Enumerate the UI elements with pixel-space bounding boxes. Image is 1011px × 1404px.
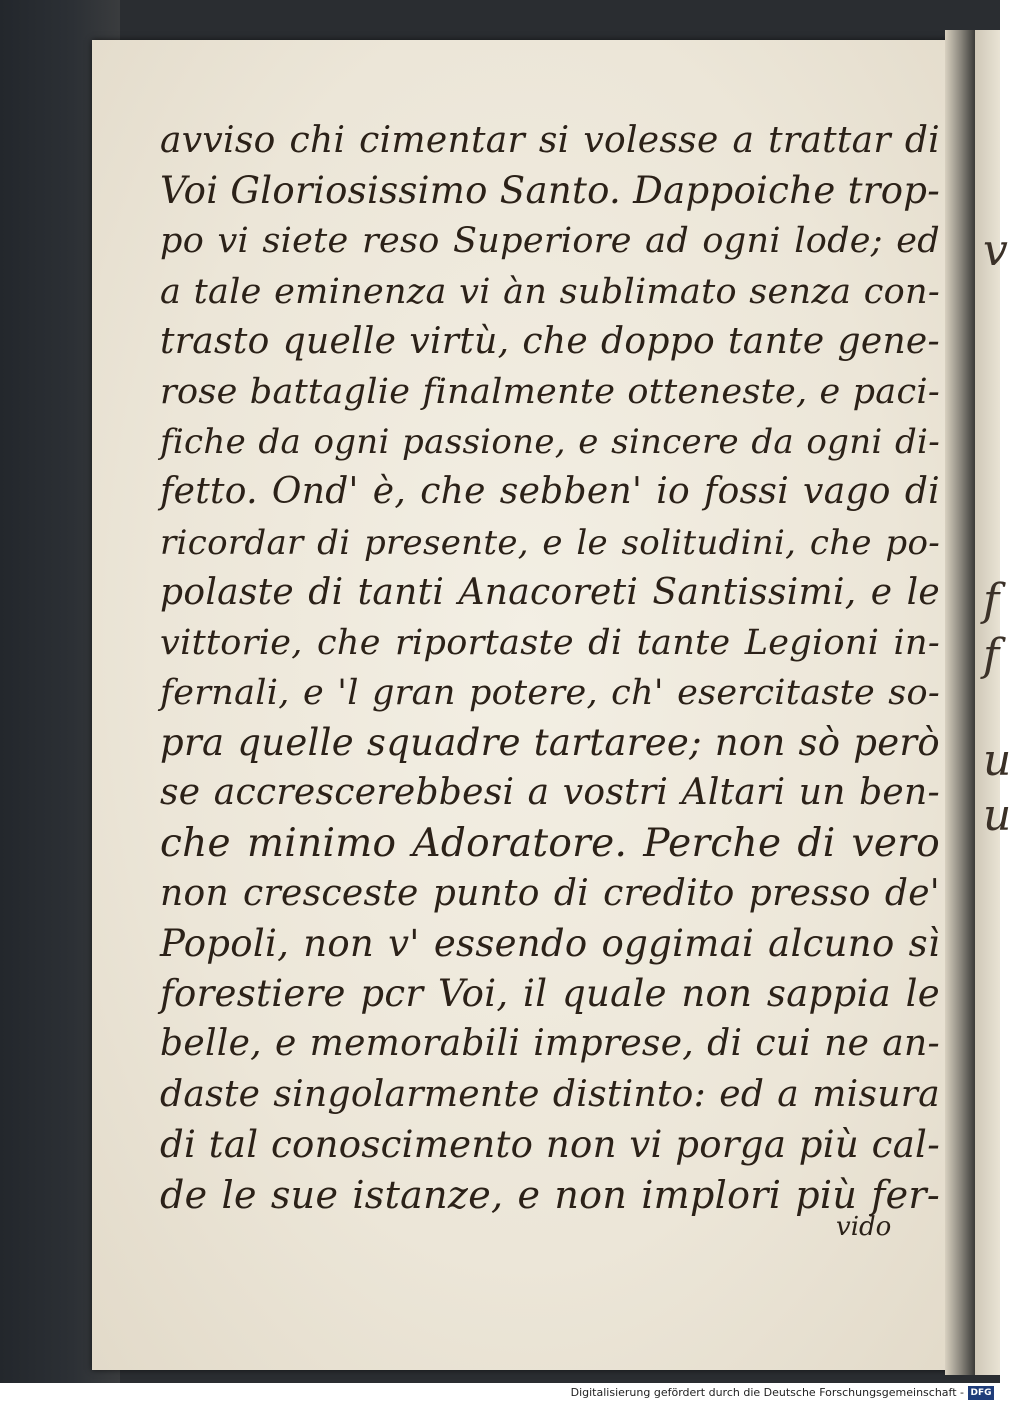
text-line: trasto quelle virtù, che doppo tante gene-: [160, 320, 940, 362]
text-line: polaste di tanti Anacoreti Santissimi, e le: [160, 571, 940, 613]
text-line: ricordar di presente, e le solitudini, che po-: [160, 522, 940, 563]
page-body-text: [160, 116, 940, 1220]
text-line: pra quelle squadre tartaree; non sò però: [160, 721, 940, 765]
adjacent-page-glyph: v: [983, 225, 1008, 276]
text-line: belle, e memorabili imprese, di cui ne an-: [160, 1023, 940, 1065]
text-line: de le sue istanze, e non implori più fer-: [160, 1172, 940, 1217]
adjacent-page-glyph: u: [983, 735, 1011, 786]
text-line: fiche da ogni passione, e sincere da ogni di-: [160, 422, 940, 463]
adjacent-page-glyph: f: [983, 630, 1000, 681]
text-line: forestiere pcr Voi, il quale non sappia le: [160, 972, 940, 1016]
text-line: daste singolarmente distinto: ed a misura: [160, 1073, 940, 1115]
text-line: di tal conoscimento non vi porga più cal-: [160, 1122, 940, 1166]
text-line: Voi Gloriosissimo Santo. Dappoiche trop-: [160, 169, 941, 213]
text-line: che minimo Adoratore. Perche di vero: [160, 820, 940, 866]
text-line: po vi siete reso Superiore ad ogni lode; ed: [160, 221, 940, 262]
text-line: se accrescerebbesi a vostri Altari un ben-: [160, 772, 940, 814]
catchword: vido: [836, 1212, 892, 1242]
footer-bar: [0, 1383, 1000, 1404]
dfg-logo[interactable]: DFG: [968, 1386, 994, 1400]
text-line: fernali, e 'l gran potere, ch' esercitaste so-: [160, 673, 940, 714]
text-line: rose battaglie finalmente otteneste, e paci-: [160, 371, 940, 412]
funding-notice: Digitalisierung gefördert durch die Deutsche Forschungsgemeinschaft -: [570, 1386, 964, 1399]
adjacent-page-edge: [975, 30, 1011, 1375]
text-line: non cresceste punto di credito presso de': [160, 872, 940, 914]
adjacent-page-glyph: u: [983, 790, 1011, 841]
text-line: a tale eminenza vi àn sublimato senza con-: [160, 271, 940, 312]
book-gutter: [945, 30, 975, 1375]
text-line: fetto. Ond' è, che sebben' io fossi vago di: [160, 471, 940, 513]
adjacent-page-glyph: f: [983, 575, 1000, 626]
text-line: Popoli, non v' essendo oggimai alcuno sì: [160, 922, 940, 965]
text-line: avviso chi cimentar si volesse a trattar di: [160, 120, 940, 161]
text-line: vittorie, che riportaste di tante Legioni in-: [160, 622, 940, 663]
